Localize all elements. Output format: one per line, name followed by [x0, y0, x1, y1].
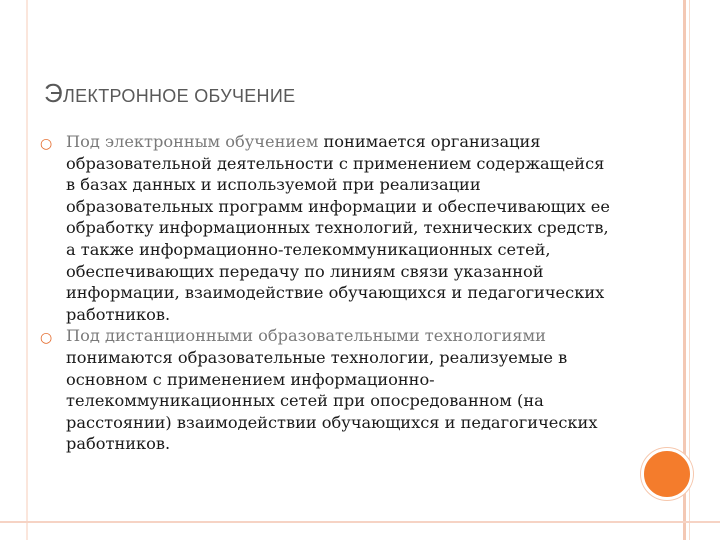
frame-line-bottom: [0, 521, 720, 523]
frame-line-right-thin: [689, 0, 690, 540]
bullet-text: понимаются образовательные технологии, реализуемые в основном с применением информационно-телекоммуникационных сетей при опосредованном (на расстоянии) взаимодействии обучающихся и педагогических работников.: [66, 347, 598, 454]
bullet-term: Под электронным обучением: [66, 132, 319, 151]
bullet-text: понимается организация образовательной деятельности с применением содержащейся в базах данных и используемой при реализации образовательных программ информации и обеспечивающих ее обработку информационных технологий, технических средств, а также информационно-телекоммуникационных сетей, обеспечивающих передачу по линиям связи указанной информации, взаимодействие обучающихся и педагогических работников.: [66, 132, 610, 324]
title-first-letter: Э: [44, 78, 63, 108]
bullet-item: [40, 131, 615, 325]
bullet-term: Под дистанционными образовательными технологиями: [66, 326, 546, 346]
bullet-list: [40, 131, 615, 455]
frame-line-left: [26, 0, 28, 540]
bullet-item: [40, 325, 615, 455]
circle-bullet-icon: ○: [40, 136, 53, 152]
circle-bullet-icon: ○: [40, 330, 53, 347]
title-rest: ЛЕКТРОННОЕ ОБУЧЕНИЕ: [63, 86, 296, 106]
slide-title: [44, 78, 295, 109]
orange-circle-decoration: [641, 448, 693, 500]
